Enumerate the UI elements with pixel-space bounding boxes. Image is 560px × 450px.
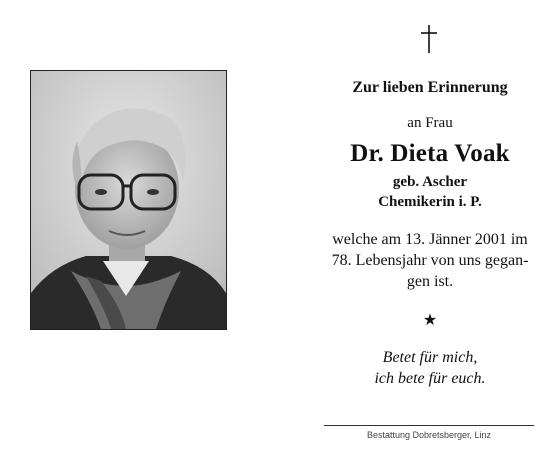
death-notice-line: welche am 13. Jänner 2001 im xyxy=(332,231,528,248)
star-icon: ★ xyxy=(422,310,438,329)
salutation: an Frau xyxy=(407,115,453,131)
death-notice-line: 78. Lebensjahr von uns gegan- xyxy=(331,252,529,269)
footer-divider xyxy=(324,425,534,426)
prayer-line: ich bete für euch. xyxy=(374,370,486,387)
profession: Chemikerin i. P. xyxy=(378,194,482,210)
prayer-text xyxy=(300,347,560,389)
prayer-line: Betet für mich, xyxy=(382,349,478,366)
heading: Zur lieben Erinnerung xyxy=(352,79,508,96)
deceased-name: Dr. Dieta Voak xyxy=(350,140,510,167)
portrait-photo xyxy=(30,70,227,330)
death-notice-text xyxy=(300,229,560,292)
cross-icon xyxy=(418,24,440,54)
funeral-home-footer: Bestattung Dobretsberger, Linz xyxy=(366,430,492,440)
maiden-name: geb. Ascher xyxy=(392,174,468,190)
death-notice-line: gen ist. xyxy=(406,273,454,290)
